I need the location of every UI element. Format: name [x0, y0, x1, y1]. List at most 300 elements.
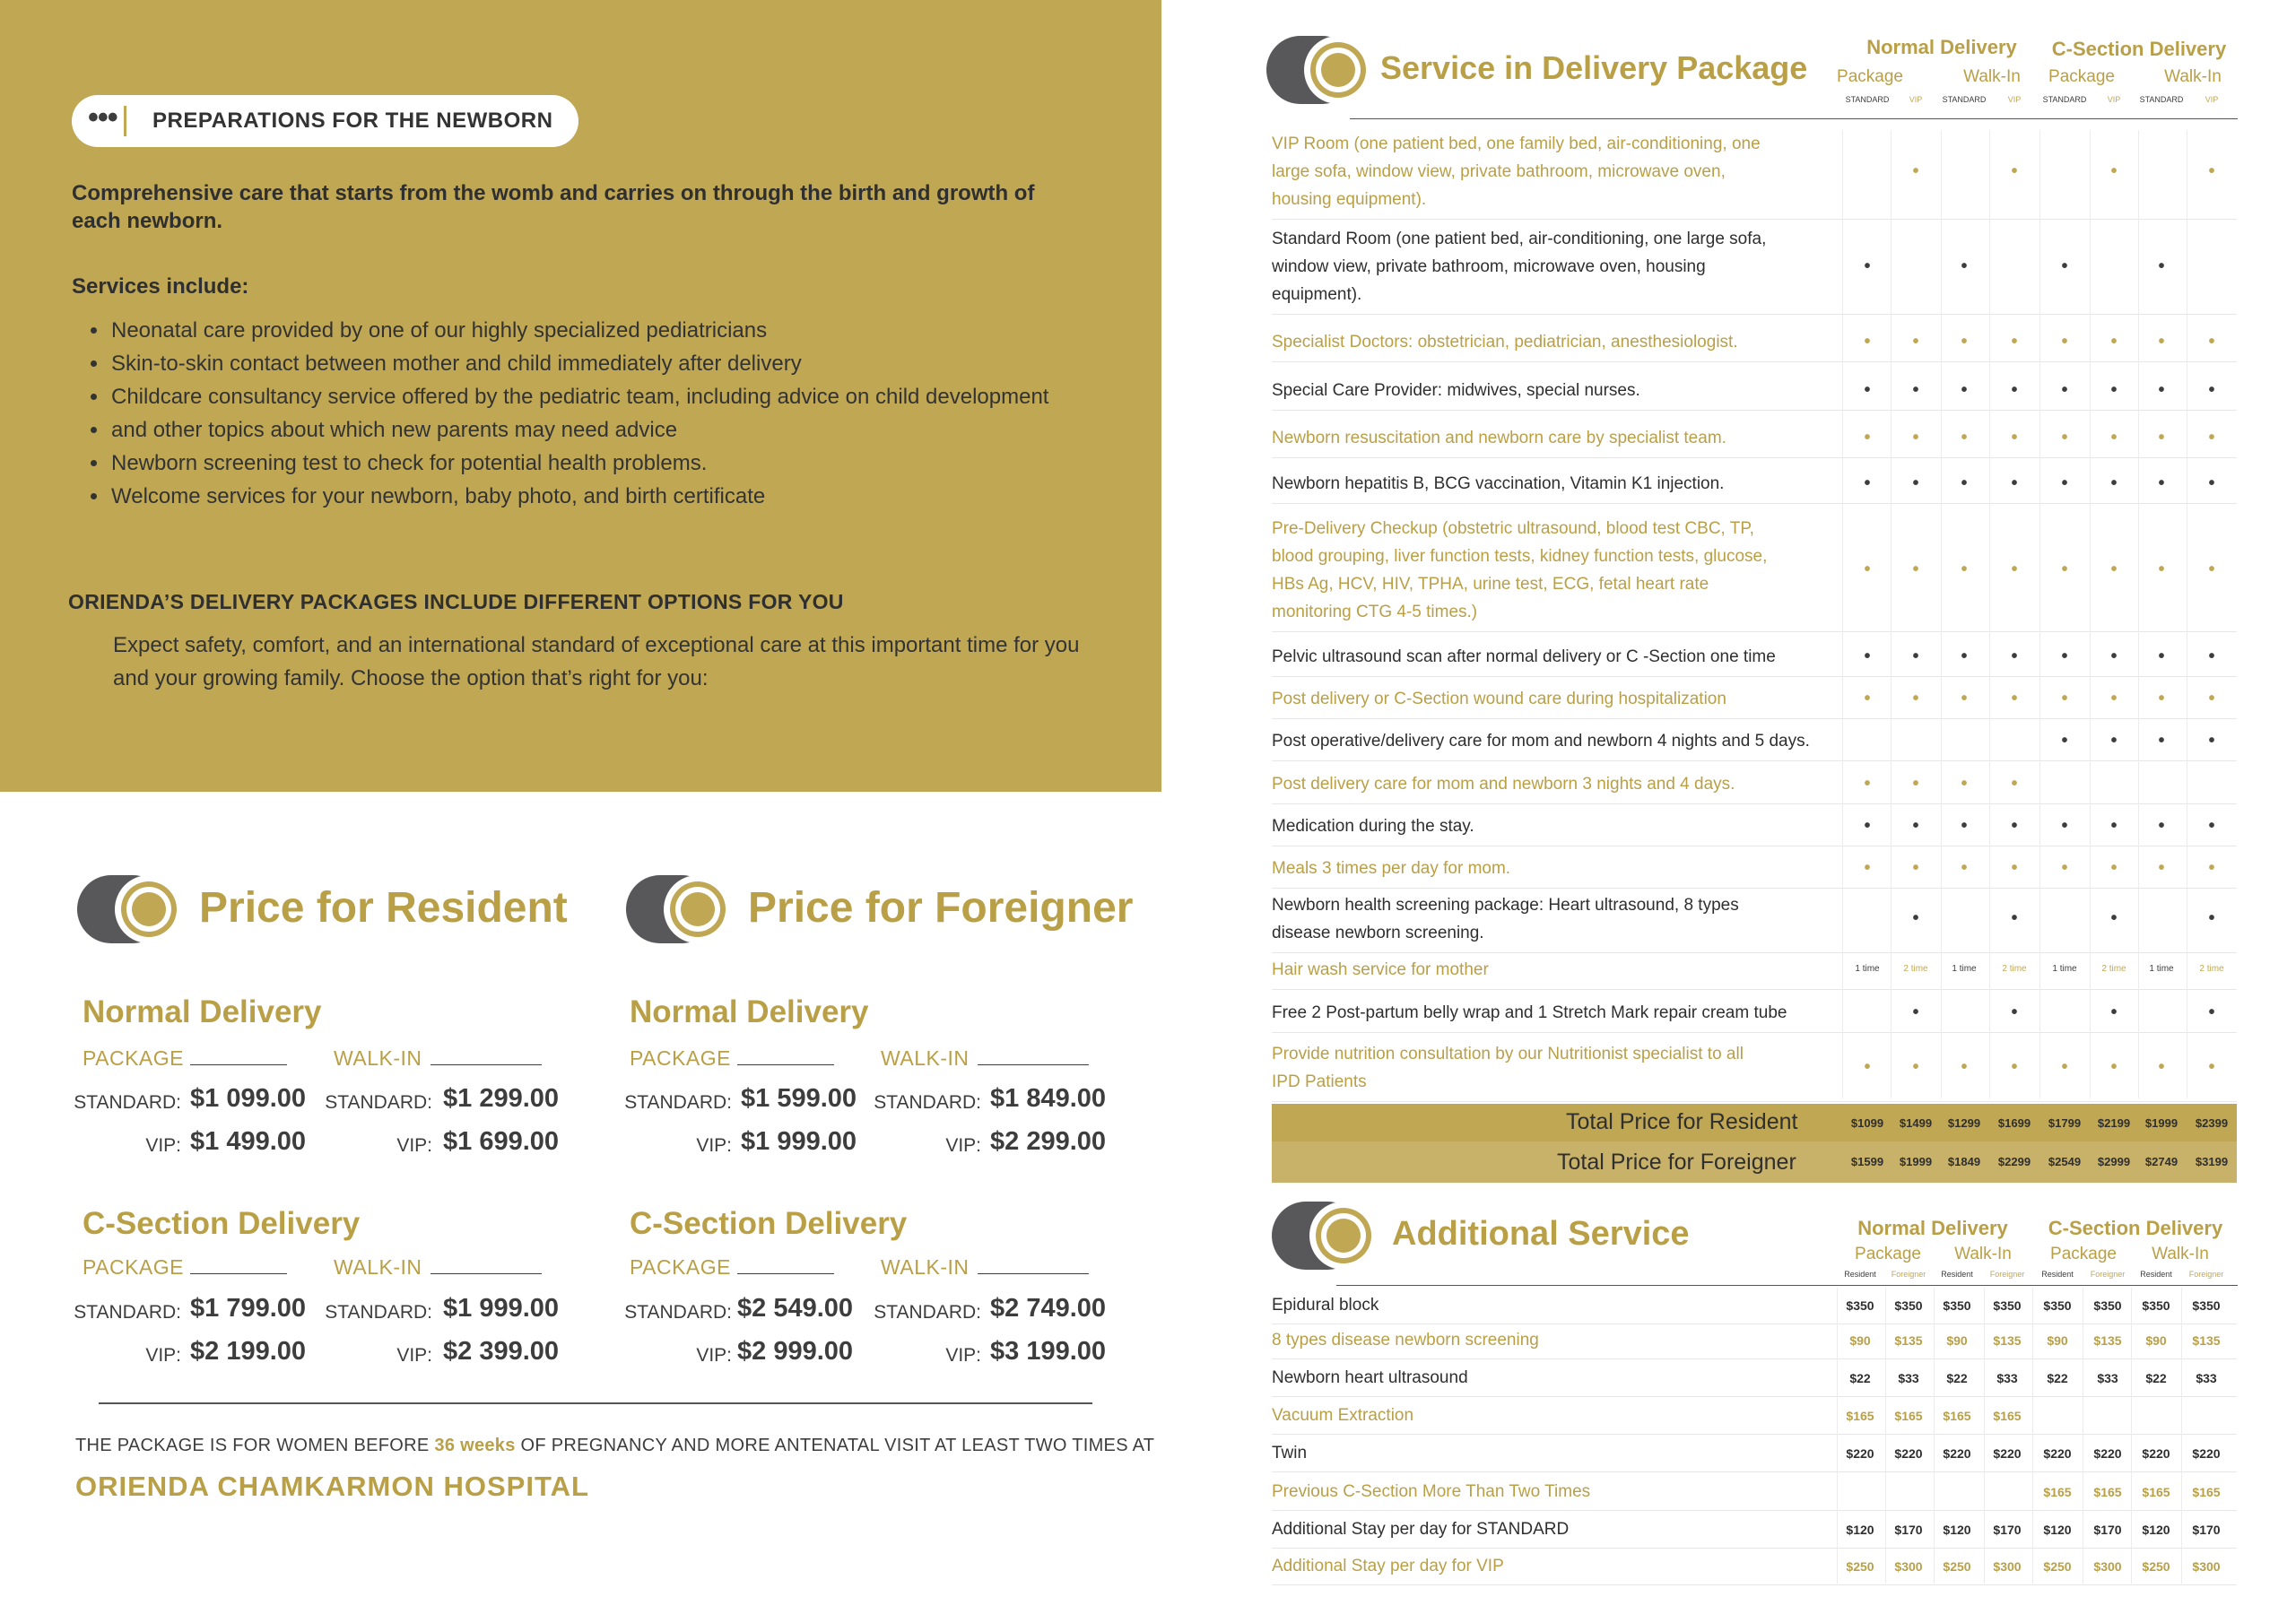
included-dot-icon: • [2158, 688, 2165, 708]
standard-label: STANDARD: [74, 1092, 181, 1113]
total-foreigner-value: $1999 [1899, 1155, 1933, 1168]
package-underline [737, 1273, 834, 1274]
package-header: Package [1855, 1245, 1921, 1263]
included-dot-icon: • [2208, 688, 2215, 708]
included-dot-icon: • [2061, 427, 2068, 447]
services-heading: Services include: [72, 274, 249, 299]
additional-price-cell: $170 [1894, 1523, 1923, 1537]
included-dot-icon: • [2011, 379, 2018, 400]
included-dot-icon: • [1912, 688, 1919, 708]
additional-price-cell: $90 [1849, 1333, 1871, 1348]
row-separator [1272, 1548, 2237, 1549]
more-dots-icon: ••• [88, 100, 117, 135]
included-dot-icon: • [2011, 815, 2018, 836]
additional-price-cell: $220 [1993, 1446, 2022, 1461]
included-dot-icon: • [2061, 688, 2068, 708]
row-separator [1272, 676, 2237, 677]
standard-label: STANDARD: [74, 1302, 181, 1323]
additional-row-label: Additional Stay per day for VIP [1272, 1557, 1504, 1575]
additional-price-cell: $220 [2093, 1446, 2122, 1461]
included-dot-icon: • [2110, 1057, 2118, 1077]
included-dot-icon: • [2110, 331, 2118, 352]
delivery-row-label: Hair wash service for mother [1272, 960, 1489, 979]
included-dot-icon: • [1864, 256, 1871, 276]
standard-label: STANDARD: [874, 1092, 981, 1113]
row-separator [1272, 457, 2237, 458]
service-list-item: • and other topics about which new parents may need advice [109, 413, 1078, 447]
total-foreigner-value: $1849 [1947, 1155, 1981, 1168]
vip-label: VIP: [696, 1345, 732, 1366]
package-underline [737, 1064, 834, 1065]
total-foreigner-value: $2749 [2144, 1155, 2179, 1168]
included-dot-icon: • [2110, 646, 2118, 666]
column-separator [1837, 1288, 1838, 1584]
included-dot-icon: • [1864, 815, 1871, 836]
additional-price-cell: $220 [1943, 1446, 1971, 1461]
column-separator [2090, 130, 2091, 1098]
column-separator [1984, 1288, 1985, 1584]
delivery-row-label: Specialist Doctors: obstetrician, pediatrician, anesthesiologist. [1272, 333, 1738, 352]
additional-row-label: Twin [1272, 1444, 1308, 1462]
package-label: PACKAGE [630, 1046, 731, 1070]
included-dot-icon: • [1961, 560, 1968, 579]
delivery-row-label: Post delivery or C-Section wound care during hospitalization [1272, 690, 1726, 708]
services-list [72, 314, 1078, 513]
row-separator [1272, 803, 2237, 804]
additional-price-cell: $250 [1846, 1559, 1874, 1574]
row-separator [1272, 1434, 2237, 1435]
included-dot-icon: • [2011, 1002, 2018, 1022]
included-dot-icon: • [2208, 646, 2215, 666]
toggle-icon [1272, 1202, 1378, 1270]
walkin-header: Walk-In [1954, 1245, 2012, 1263]
standard-tiny-label: STANDARD [2042, 95, 2087, 104]
vip-tiny-label: VIP [1909, 95, 1923, 104]
toggle-icon [626, 875, 732, 943]
included-dot-icon: • [1912, 473, 1919, 493]
additional-row-label: 8 types disease newborn screening [1272, 1331, 1539, 1350]
column-separator [2039, 130, 2040, 1098]
additional-price-cell: $165 [1943, 1409, 1971, 1423]
additional-price-cell: $33 [1996, 1371, 2018, 1385]
additional-price-cell: $165 [2192, 1485, 2221, 1499]
additional-price-cell: $135 [1993, 1333, 2022, 1348]
included-dot-icon: • [2208, 331, 2215, 352]
included-dot-icon: • [2110, 427, 2118, 447]
included-dot-icon: • [2011, 1057, 2018, 1077]
column-separator [2032, 1288, 2033, 1584]
total-resident-value: $2399 [2195, 1116, 2229, 1130]
included-dot-icon: • [2110, 560, 2118, 579]
included-dot-icon: • [1864, 427, 1871, 447]
frequency-cell: 1 time [1952, 963, 1977, 974]
included-dot-icon: • [2110, 815, 2118, 836]
additional-price-cell: $135 [2192, 1333, 2221, 1348]
included-dot-icon: • [1912, 331, 1919, 352]
foreigner-normal-heading: Normal Delivery [630, 994, 869, 1029]
foreigner-tiny-label: Foreigner [1891, 1270, 1926, 1279]
included-dot-icon: • [2011, 773, 2018, 794]
foreigner-normal-package-standard: $1 599.00 [741, 1084, 857, 1113]
row-separator [1272, 1101, 2237, 1102]
column-separator [1891, 130, 1892, 1098]
total-resident-value: $2199 [2097, 1116, 2131, 1130]
frequency-cell: 2 time [2199, 963, 2224, 974]
row-separator [1272, 219, 2237, 220]
resident-normal-package-standard: $1 099.00 [190, 1084, 307, 1113]
row-separator [1272, 503, 2237, 504]
delivery-row-label: Provide nutrition consultation by our Nutritionist specialist to all IPD Patients [1272, 1045, 1744, 1091]
additional-price-cell: $170 [2093, 1523, 2122, 1537]
walkin-header: Walk-In [2164, 67, 2222, 86]
resident-csection-package-standard: $1 799.00 [190, 1294, 307, 1323]
delivery-row-label: Meals 3 times per day for mom. [1272, 859, 1511, 878]
package-label: PACKAGE [83, 1046, 184, 1070]
included-dot-icon: • [2061, 646, 2068, 666]
additional-price-cell: $120 [1943, 1523, 1971, 1537]
additional-price-cell: $90 [1946, 1333, 1968, 1348]
additional-price-cell: $90 [2145, 1333, 2167, 1348]
included-dot-icon: • [1912, 815, 1919, 836]
resident-tiny-label: Resident [1941, 1270, 1973, 1279]
foreigner-tiny-label: Foreigner [2188, 1270, 2224, 1279]
additional-price-cell: $120 [2142, 1523, 2170, 1537]
included-dot-icon: • [1864, 773, 1871, 794]
included-dot-icon: • [1961, 427, 1968, 447]
included-dot-icon: • [2011, 161, 2018, 181]
walkin-underline [430, 1064, 542, 1065]
foreigner-normal-package-vip: $1 999.00 [741, 1127, 857, 1156]
additional-price-cell: $170 [1993, 1523, 2022, 1537]
additional-price-cell: $220 [2142, 1446, 2170, 1461]
included-dot-icon: • [1864, 379, 1871, 400]
foreigner-csection-walkin-standard: $2 749.00 [990, 1294, 1107, 1323]
delivery-row-label: Standard Room (one patient bed, air-conditioning, one large sofa, window view, private bathroom, microwave oven, housing equipment). [1272, 230, 1767, 304]
vip-tiny-label: VIP [2107, 95, 2121, 104]
included-dot-icon: • [1864, 688, 1871, 708]
included-dot-icon: • [2208, 815, 2215, 836]
additional-service-title: Additional Service [1392, 1215, 1690, 1253]
total-foreigner-value: $2999 [2097, 1155, 2131, 1168]
additional-price-cell: $120 [1846, 1523, 1874, 1537]
foreigner-csection-package-standard: $2 549.00 [737, 1294, 854, 1323]
total-resident-value: $1499 [1899, 1116, 1933, 1130]
row-separator [1272, 1396, 2237, 1397]
included-dot-icon: • [2158, 1057, 2165, 1077]
included-dot-icon: • [2061, 379, 2068, 400]
additional-price-cell: $135 [2093, 1333, 2122, 1348]
included-dot-icon: • [2110, 857, 2118, 878]
package-label: PACKAGE [83, 1255, 184, 1279]
resident-price-title: Price for Resident [199, 884, 568, 932]
delivery-row-label: Free 2 Post-partum belly wrap and 1 Stretch Mark repair cream tube [1272, 1003, 1787, 1022]
included-dot-icon: • [1912, 857, 1919, 878]
included-dot-icon: • [2158, 256, 2165, 276]
additional-price-cell: $90 [2047, 1333, 2068, 1348]
included-dot-icon: • [1864, 1057, 1871, 1077]
included-dot-icon: • [2110, 1002, 2118, 1022]
row-separator [1272, 989, 2237, 990]
resident-normal-heading: Normal Delivery [83, 994, 322, 1029]
package-header: Package [2048, 67, 2115, 86]
included-dot-icon: • [2061, 1057, 2068, 1077]
column-separator [2181, 1288, 2182, 1584]
row-separator [1272, 952, 2237, 953]
included-dot-icon: • [2011, 560, 2018, 579]
additional-price-cell: $300 [1993, 1559, 2022, 1574]
package-header: Package [2050, 1245, 2117, 1263]
delivery-row-label: Pre-Delivery Checkup (obstetric ultrasound, blood test CBC, TP, blood grouping, liver function tests, kidney function tests, glucose, HBs Ag, HCV, HIV, TPHA, urine test, ECG, fetal heart rate monitoring CTG 4-5 times.) [1272, 519, 1768, 621]
included-dot-icon: • [1912, 1057, 1919, 1077]
column-separator [2131, 1288, 2132, 1584]
delivery-row-label: Post delivery care for mom and newborn 3 nights and 4 days. [1272, 775, 1735, 794]
normal-delivery-header: Normal Delivery [1866, 36, 2017, 58]
included-dot-icon: • [2011, 857, 2018, 878]
foreigner-csection-heading: C-Section Delivery [630, 1206, 908, 1241]
additional-row-label: Additional Stay per day for STANDARD [1272, 1520, 1570, 1539]
total-foreigner-value: $2549 [2048, 1155, 2082, 1168]
package-note: THE PACKAGE IS FOR WOMEN BEFORE 36 weeks OF PREGNANCY AND MORE ANTENATAL VISIT AT LEAST TWO TIMES AT [75, 1436, 1155, 1455]
row-separator [1272, 1471, 2237, 1472]
included-dot-icon: • [2208, 1057, 2215, 1077]
additional-price-cell: $165 [1993, 1409, 2022, 1423]
additional-price-cell: $350 [2043, 1298, 2072, 1313]
section-title: PREPARATIONS FOR THE NEWBORN [152, 108, 553, 133]
hospital-name: ORIENDA CHAMKARMON HOSPITAL [75, 1471, 589, 1502]
row-separator [1272, 1358, 2237, 1359]
additional-price-cell: $350 [1943, 1298, 1971, 1313]
additional-price-cell: $22 [1946, 1371, 1968, 1385]
included-dot-icon: • [1864, 646, 1871, 666]
additional-price-cell: $300 [2093, 1559, 2122, 1574]
included-dot-icon: • [1912, 161, 1919, 181]
included-dot-icon: • [2158, 560, 2165, 579]
resident-normal-walkin-standard: $1 299.00 [443, 1084, 560, 1113]
delivery-row-label: Newborn health screening package: Heart ultrasound, 8 types disease newborn screening. [1272, 896, 1739, 942]
included-dot-icon: • [1912, 1002, 1919, 1022]
column-separator [2138, 130, 2139, 1098]
delivery-table-title: Service in Delivery Package [1380, 49, 1808, 86]
additional-price-cell: $220 [2043, 1446, 2072, 1461]
row-separator [1272, 760, 2237, 761]
service-list-item: • Skin-to-skin contact between mother and child immediately after delivery [109, 347, 1078, 380]
included-dot-icon: • [2110, 473, 2118, 493]
walkin-label: WALK-IN [334, 1046, 422, 1070]
additional-price-cell: $170 [2192, 1523, 2221, 1537]
standard-tiny-label: STANDARD [1845, 95, 1890, 104]
standard-label: STANDARD: [874, 1302, 981, 1323]
resident-tiny-label: Resident [2140, 1270, 2172, 1279]
included-dot-icon: • [2158, 646, 2165, 666]
total-resident-value: $1999 [2144, 1116, 2179, 1130]
vip-label: VIP: [396, 1135, 432, 1156]
frequency-cell: 2 time [1903, 963, 1928, 974]
standard-label: STANDARD: [624, 1092, 732, 1113]
included-dot-icon: • [2061, 256, 2068, 276]
column-separator [1989, 130, 1990, 1098]
included-dot-icon: • [2110, 161, 2118, 181]
foreigner-price-title: Price for Foreigner [748, 884, 1134, 932]
foreigner-csection-walkin-vip: $3 199.00 [990, 1337, 1107, 1366]
included-dot-icon: • [2158, 427, 2165, 447]
vip-label: VIP: [145, 1135, 181, 1156]
included-dot-icon: • [2158, 473, 2165, 493]
foreigner-normal-walkin-vip: $2 299.00 [990, 1127, 1107, 1156]
additional-price-cell: $300 [2192, 1559, 2221, 1574]
table-header-rule [1350, 118, 2238, 119]
total-foreigner-value: $3199 [2195, 1155, 2229, 1168]
additional-price-cell: $165 [2093, 1485, 2122, 1499]
resident-tiny-label: Resident [2041, 1270, 2074, 1279]
included-dot-icon: • [2061, 815, 2068, 836]
resident-csection-package-vip: $2 199.00 [190, 1337, 307, 1366]
included-dot-icon: • [2011, 908, 2018, 928]
included-dot-icon: • [1961, 379, 1968, 400]
additional-price-cell: $350 [1894, 1298, 1923, 1313]
additional-price-cell: $165 [2142, 1485, 2170, 1499]
column-separator [1941, 130, 1942, 1098]
included-dot-icon: • [2208, 473, 2215, 493]
included-dot-icon: • [2208, 730, 2215, 751]
walkin-underline [978, 1064, 1089, 1065]
toggle-icon [1266, 36, 1372, 104]
column-separator [1842, 130, 1843, 1098]
vip-label: VIP: [696, 1135, 732, 1156]
row-separator [1272, 631, 2237, 632]
included-dot-icon: • [1961, 473, 1968, 493]
included-dot-icon: • [1961, 646, 1968, 666]
foreigner-normal-walkin-standard: $1 849.00 [990, 1084, 1107, 1113]
additional-price-cell: $165 [1846, 1409, 1874, 1423]
included-dot-icon: • [1864, 473, 1871, 493]
additional-price-cell: $250 [2043, 1559, 2072, 1574]
resident-tiny-label: Resident [1844, 1270, 1876, 1279]
frequency-cell: 1 time [2149, 963, 2174, 974]
included-dot-icon: • [2158, 730, 2165, 751]
included-dot-icon: • [2208, 560, 2215, 579]
included-dot-icon: • [1961, 773, 1968, 794]
total-foreigner-label: Total Price for Foreigner [1557, 1150, 1796, 1175]
resident-normal-walkin-vip: $1 699.00 [443, 1127, 560, 1156]
additional-price-cell: $220 [1846, 1446, 1874, 1461]
included-dot-icon: • [2208, 379, 2215, 400]
csection-delivery-header: C-Section Delivery [2051, 38, 2227, 60]
foreigner-tiny-label: Foreigner [2090, 1270, 2126, 1279]
footer-divider [99, 1402, 1092, 1404]
package-header: Package [1837, 67, 1903, 86]
included-dot-icon: • [1912, 773, 1919, 794]
included-dot-icon: • [1864, 331, 1871, 352]
resident-csection-heading: C-Section Delivery [83, 1206, 361, 1241]
row-separator [1272, 888, 2237, 889]
options-text: Expect safety, comfort, and an international standard of exceptional care at this important time for you and your growing family. Choose the option that’s right for you: [113, 633, 1080, 690]
included-dot-icon: • [1864, 560, 1871, 579]
vip-tiny-label: VIP [2007, 95, 2022, 104]
included-dot-icon: • [1864, 857, 1871, 878]
row-separator [1272, 1032, 2237, 1033]
included-dot-icon: • [1961, 857, 1968, 878]
included-dot-icon: • [1912, 908, 1919, 928]
walkin-underline [978, 1273, 1089, 1274]
additional-price-cell: $220 [1894, 1446, 1923, 1461]
total-resident-value: $1699 [1997, 1116, 2031, 1130]
included-dot-icon: • [2208, 857, 2215, 878]
included-dot-icon: • [1961, 688, 1968, 708]
additional-price-cell: $250 [2142, 1559, 2170, 1574]
included-dot-icon: • [2158, 815, 2165, 836]
vip-label: VIP: [945, 1135, 981, 1156]
toggle-icon [77, 875, 183, 943]
row-separator [1272, 718, 2237, 719]
weeks-highlight: 36 weeks [434, 1436, 516, 1455]
delivery-row-label: Medication during the stay. [1272, 817, 1474, 836]
included-dot-icon: • [2208, 1002, 2215, 1022]
walkin-underline [430, 1273, 542, 1274]
vip-tiny-label: VIP [2205, 95, 2219, 104]
section-pill [72, 95, 578, 147]
foreigner-tiny-label: Foreigner [1989, 1270, 2025, 1279]
foreigner-csection-package-vip: $2 999.00 [737, 1337, 854, 1366]
included-dot-icon: • [2110, 379, 2118, 400]
additional-price-cell: $350 [2192, 1298, 2221, 1313]
standard-label: STANDARD: [325, 1092, 432, 1113]
preparations-panel [0, 0, 1161, 792]
service-list-item: • Newborn screening test to check for potential health problems. [109, 447, 1078, 480]
included-dot-icon: • [2158, 331, 2165, 352]
included-dot-icon: • [2011, 331, 2018, 352]
column-separator [1934, 1288, 1935, 1584]
included-dot-icon: • [2061, 857, 2068, 878]
walkin-header: Walk-In [1963, 67, 2021, 86]
additional-price-cell: $350 [2093, 1298, 2122, 1313]
package-label: PACKAGE [630, 1255, 731, 1279]
additional-price-cell: $350 [1846, 1298, 1874, 1313]
total-resident-value: $1799 [2048, 1116, 2082, 1130]
column-separator [1885, 1288, 1886, 1584]
included-dot-icon: • [2158, 379, 2165, 400]
included-dot-icon: • [2158, 857, 2165, 878]
included-dot-icon: • [2061, 331, 2068, 352]
delivery-row-label: Newborn hepatitis B, BCG vaccination, Vitamin K1 injection. [1272, 474, 1725, 493]
additional-price-cell: $22 [2145, 1371, 2167, 1385]
delivery-row-label: Post operative/delivery care for mom and newborn 4 nights and 5 days. [1272, 732, 1810, 751]
additional-price-cell: $135 [1894, 1333, 1923, 1348]
additional-price-cell: $33 [2097, 1371, 2118, 1385]
additional-row-label: Vacuum Extraction [1272, 1406, 1414, 1425]
frequency-cell: 1 time [1855, 963, 1880, 974]
additional-row-label: Newborn heart ultrasound [1272, 1368, 1468, 1387]
included-dot-icon: • [1961, 815, 1968, 836]
delivery-row-label: Newborn resuscitation and newborn care by specialist team. [1272, 429, 1726, 447]
additional-price-cell: $22 [2047, 1371, 2068, 1385]
included-dot-icon: • [2061, 730, 2068, 751]
frequency-cell: 1 time [2052, 963, 2077, 974]
included-dot-icon: • [2011, 646, 2018, 666]
total-resident-label: Total Price for Resident [1566, 1109, 1798, 1134]
additional-price-cell: $165 [2043, 1485, 2072, 1499]
additional-price-cell: $350 [1993, 1298, 2022, 1313]
service-list-item: • Neonatal care provided by one of our highly specialized pediatricians [109, 314, 1078, 347]
included-dot-icon: • [2061, 560, 2068, 579]
included-dot-icon: • [2011, 427, 2018, 447]
normal-delivery-header: Normal Delivery [1857, 1217, 2008, 1239]
additional-price-cell: $165 [1894, 1409, 1923, 1423]
vip-label: VIP: [396, 1345, 432, 1366]
standard-label: STANDARD: [624, 1302, 732, 1323]
row-separator [1272, 1510, 2237, 1511]
additional-row-label: Epidural block [1272, 1296, 1379, 1315]
delivery-row-label: Pelvic ultrasound scan after normal delivery or C -Section one time [1272, 647, 1776, 666]
